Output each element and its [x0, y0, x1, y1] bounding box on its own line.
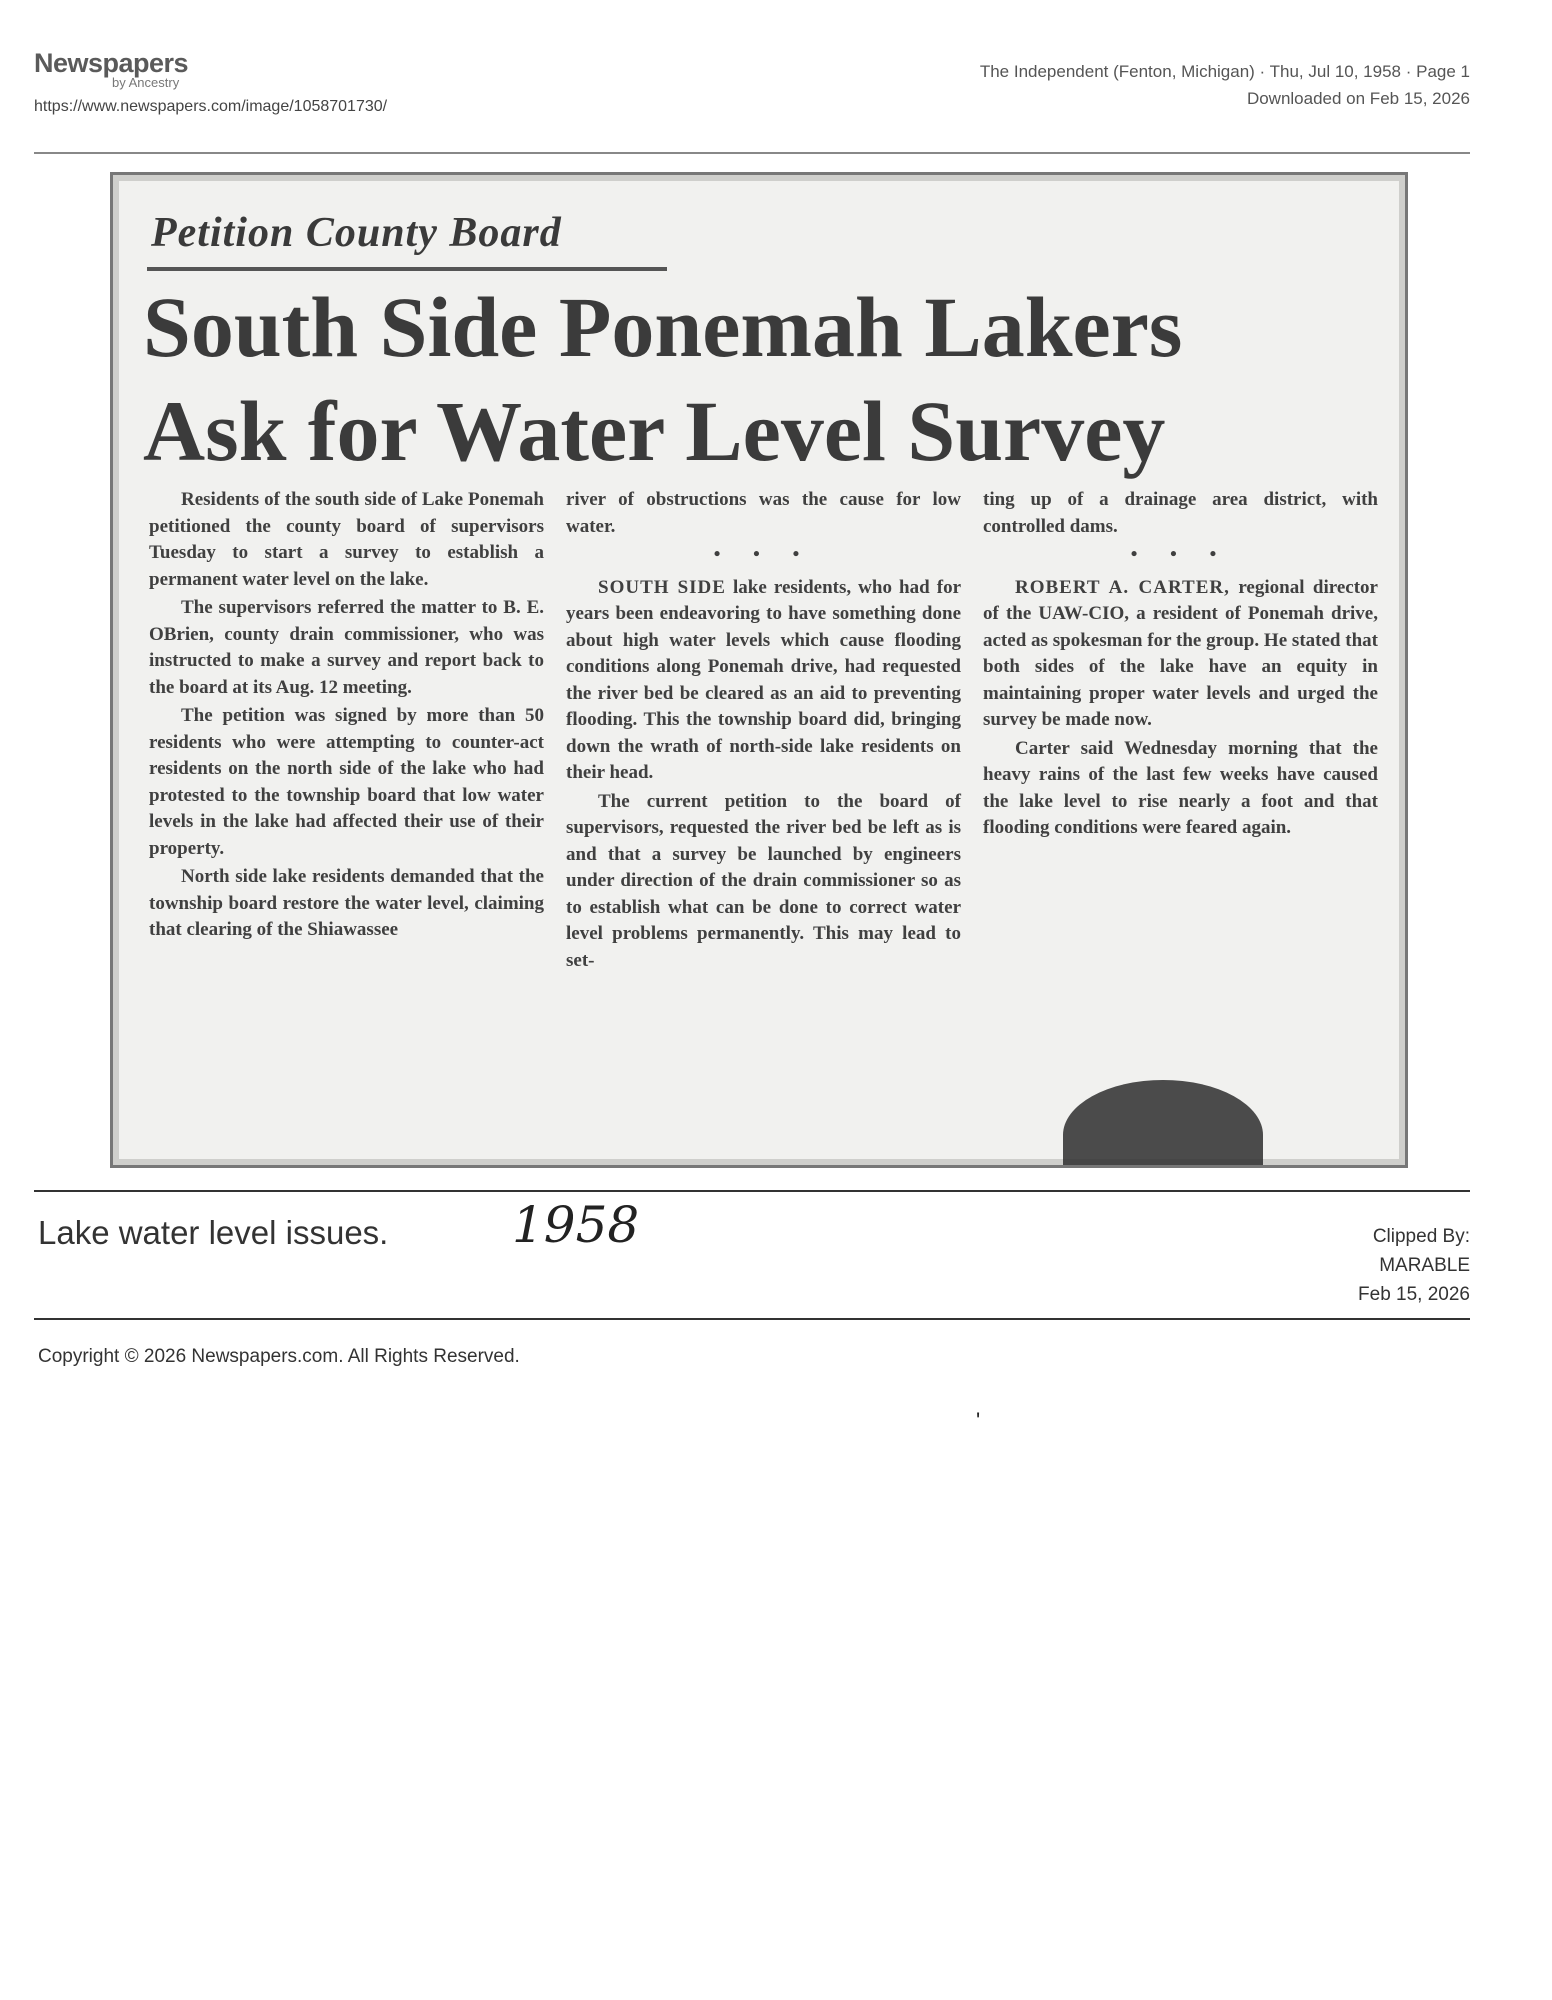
clip-note: Lake water level issues. [38, 1214, 389, 1251]
newspapers-logo: Newspapers [34, 48, 189, 78]
paragraph: ROBERT A. CARTER, regional director of the UAW-CIO, a resident of Ponemah drive, acted as spokesman for the group. He stated that both sides of the lake have an equity in maintaining proper water levels and urged the survey be made now. [983, 576, 1378, 730]
article-kicker: Petition County Board [151, 210, 562, 256]
paragraph-lead: SOUTH SIDE [598, 576, 726, 598]
headline-line-2: Ask for Water Level Survey [143, 383, 1166, 479]
paragraph: Residents of the south side of Lake Ponemah petitioned the county board of supervisors Tuesday to start a survey to establish a permanent water level on the lake. [149, 489, 544, 590]
paragraph: The supervisors referred the matter to B. E. OBrien, county drain commissioner, who was instructed to make a survey and report back to the board at its Aug. 12 meeting. [149, 597, 544, 698]
paragraph: Carter said Wednesday morning that the heavy rains of the last few weeks have caused the lake level to rise nearly a foot and that flooding conditions were feared again. [983, 737, 1378, 838]
paragraph: ting up of a drainage area district, with controlled dams. [983, 489, 1378, 537]
section-separator: • • • [1130, 544, 1231, 565]
article-headline [143, 275, 1363, 483]
kicker-underline [147, 267, 667, 271]
article-column-2 [566, 487, 961, 976]
copyright-notice: Copyright © 2026 Newspapers.com. All Rights Reserved. [38, 1346, 520, 1367]
paragraph: The current petition to the board of supervisors, requested the river bed be left as is and that a survey be launched by engineers under direction of the drain commissioner so as to establish what can be done to correct water level problems permanently. This may lead to set- [566, 790, 961, 971]
section-separator: • • • [713, 544, 814, 565]
logo-subtitle: by Ancestry [112, 75, 180, 90]
site-header [34, 48, 634, 116]
clipped-by-user: MARABLE [1379, 1255, 1470, 1276]
publication-source: The Independent (Fenton, Michigan) · Thu, Jul 10, 1958 · Page 1 [979, 62, 1470, 81]
paragraph: SOUTH SIDE lake residents, who had for years been endeavoring to have something done about high water levels which cause flooding conditions along Ponemah drive, had requested the river bed be cleared as an aid to preventing flooding. This the township board did, bringing down the wrath of north-side lake residents on their head. [566, 576, 962, 783]
article-column-3 [983, 487, 1378, 844]
headline-line-1: South Side Ponemah Lakers [143, 279, 1183, 375]
handwritten-year: 1958 [512, 1196, 640, 1254]
download-date: Downloaded on Feb 15, 2026 [1246, 89, 1470, 108]
header-divider [34, 152, 1470, 154]
article-column-1 [149, 487, 544, 946]
image-url[interactable]: https://www.newspapers.com/image/1058701730/ [34, 98, 388, 115]
stray-mark: ' [976, 1408, 981, 1433]
footer-divider-bottom [34, 1318, 1470, 1320]
clipped-date: Feb 15, 2026 [1358, 1284, 1470, 1305]
newspaper-clipping [110, 172, 1408, 1168]
paragraph: river of obstructions was the cause for low water. [566, 489, 961, 537]
source-info [980, 58, 1470, 112]
paragraph-lead: ROBERT A. CARTER, [1015, 576, 1230, 598]
clipped-by-label: Clipped By: [1372, 1226, 1470, 1247]
paragraph: North side lake residents demanded that the township board restore the water level, claiming that clearing of the Shiawassee [149, 866, 544, 940]
footer-divider-top [34, 1190, 1470, 1192]
article-body [149, 487, 1379, 1127]
paragraph: The petition was signed by more than 50 residents who were attempting to counter-act residents on the north side of the lake who had protested to the township board that low water levels in the lake had affected their use of their property. [149, 705, 544, 859]
clipped-by-info [1358, 1222, 1470, 1309]
